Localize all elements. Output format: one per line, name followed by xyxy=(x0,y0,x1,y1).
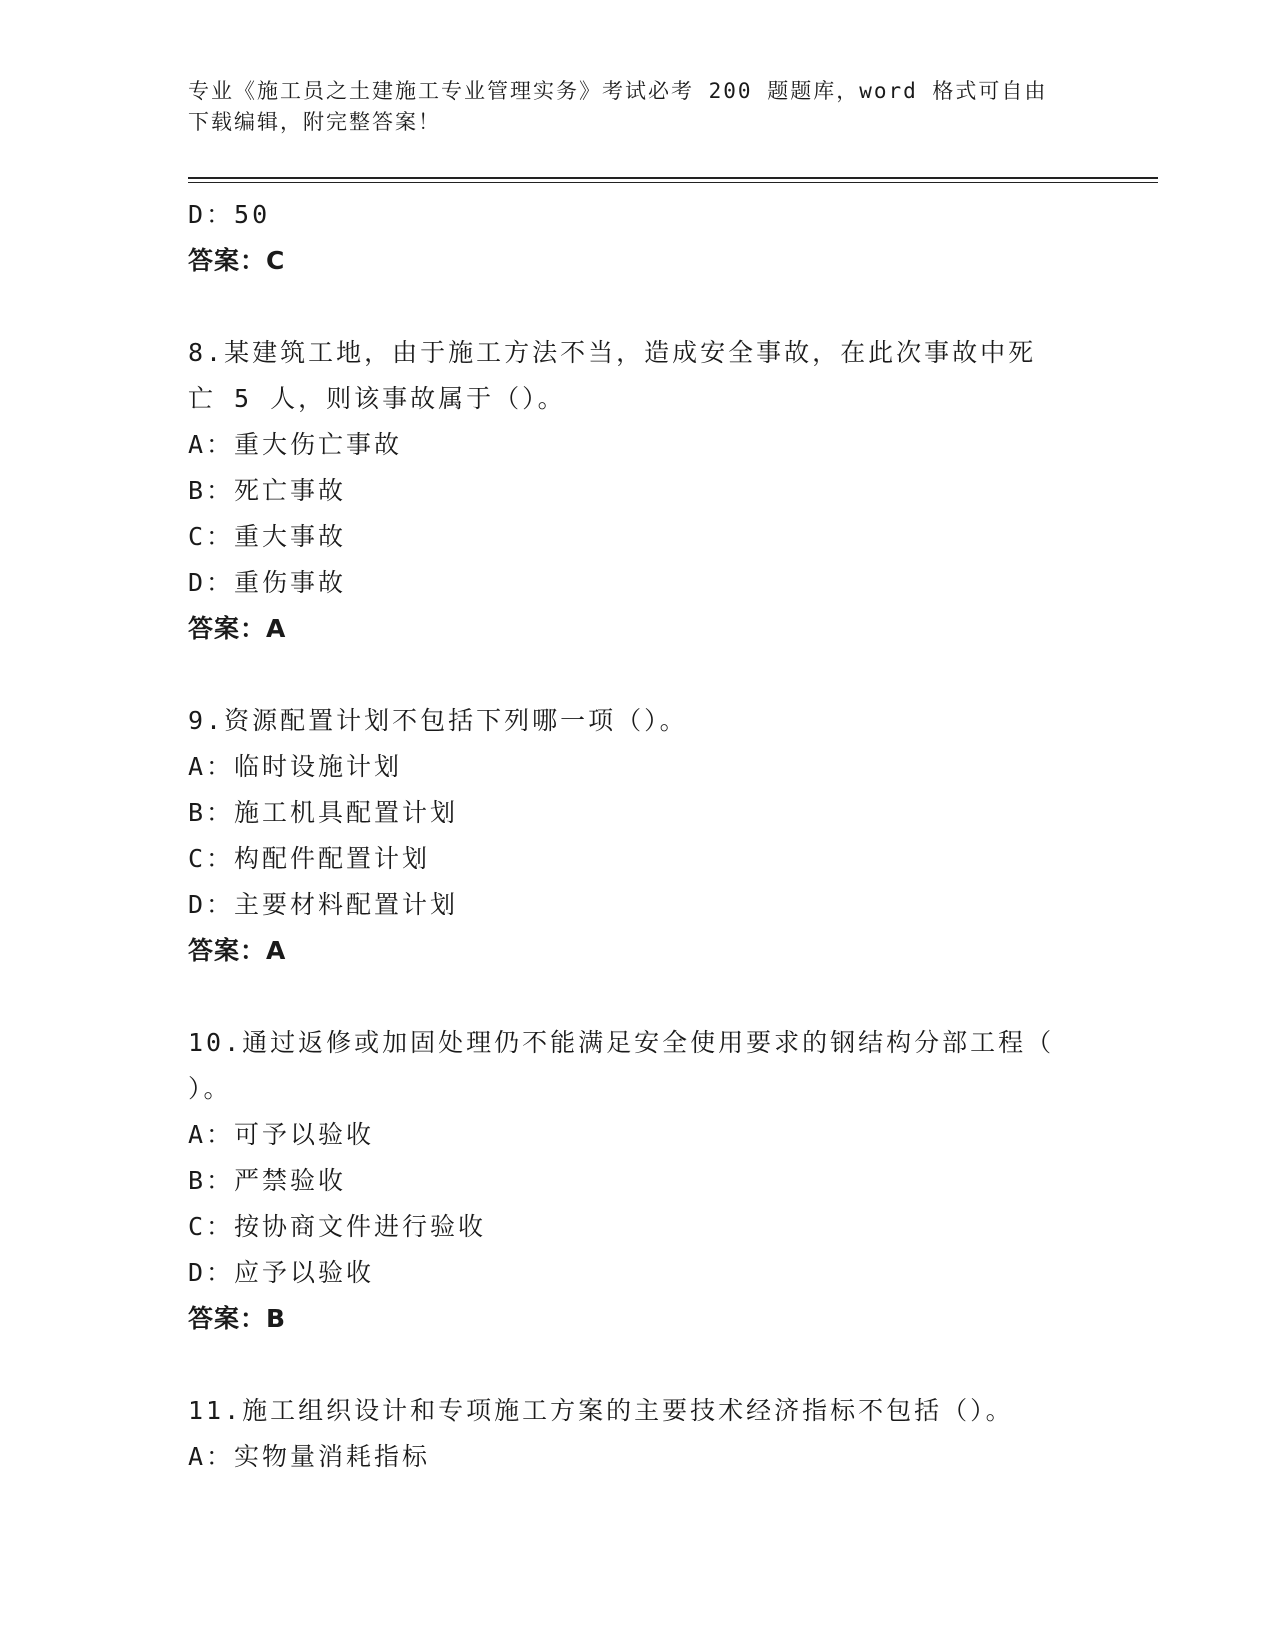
option-b: B：严禁验收 xyxy=(188,1166,347,1195)
option-d: D：应予以验收 xyxy=(188,1258,375,1287)
question-stem-continued: ）。 xyxy=(188,1074,232,1103)
question-stem: 10.通过返修或加固处理仍不能满足安全使用要求的钢结构分部工程（ xyxy=(188,1028,1055,1057)
spacer xyxy=(188,652,1088,698)
answer-line: 答案：C xyxy=(188,246,286,275)
question-8 xyxy=(188,330,1088,652)
question-10 xyxy=(188,1020,1088,1342)
document-header xyxy=(188,76,1088,138)
spacer xyxy=(188,284,1088,330)
option-d: D：重伤事故 xyxy=(188,568,347,597)
option-c: C：构配件配置计划 xyxy=(188,844,431,873)
option-a: A：实物量消耗指标 xyxy=(188,1442,431,1471)
option-c: C：按协商文件进行验收 xyxy=(188,1212,487,1241)
header-divider-thick xyxy=(188,177,1158,179)
header-line-2: 下载编辑，附完整答案！ xyxy=(188,110,441,134)
question-11 xyxy=(188,1388,1088,1480)
question-list xyxy=(188,192,1088,1480)
option-a: A：可予以验收 xyxy=(188,1120,375,1149)
spacer xyxy=(188,974,1088,1020)
answer-line: 答案：A xyxy=(188,936,287,965)
answer-line: 答案：B xyxy=(188,1304,287,1333)
option-c: C：重大事故 xyxy=(188,522,347,551)
option-b: B：施工机具配置计划 xyxy=(188,798,459,827)
header-divider-thin xyxy=(188,182,1158,183)
option-a: A：重大伤亡事故 xyxy=(188,430,403,459)
option-b: B：死亡事故 xyxy=(188,476,347,505)
option-d: D：50 xyxy=(188,200,271,229)
spacer xyxy=(188,1342,1088,1388)
header-line-1: 专业《施工员之土建施工专业管理实务》考试必考 200 题题库，word 格式可自由 xyxy=(188,79,1048,103)
answer-line: 答案：A xyxy=(188,614,287,643)
option-a: A：临时设施计划 xyxy=(188,752,403,781)
question-stem: 11.施工组织设计和专项施工方案的主要技术经济指标不包括（）。 xyxy=(188,1396,1014,1425)
option-d: D：主要材料配置计划 xyxy=(188,890,459,919)
question-stem: 8.某建筑工地，由于施工方法不当，造成安全事故，在此次事故中死 xyxy=(188,338,1037,367)
question-stem: 9.资源配置计划不包括下列哪一项（）。 xyxy=(188,706,688,735)
question-9 xyxy=(188,698,1088,974)
question-stem-continued: 亡 5 人，则该事故属于（）。 xyxy=(188,384,566,413)
